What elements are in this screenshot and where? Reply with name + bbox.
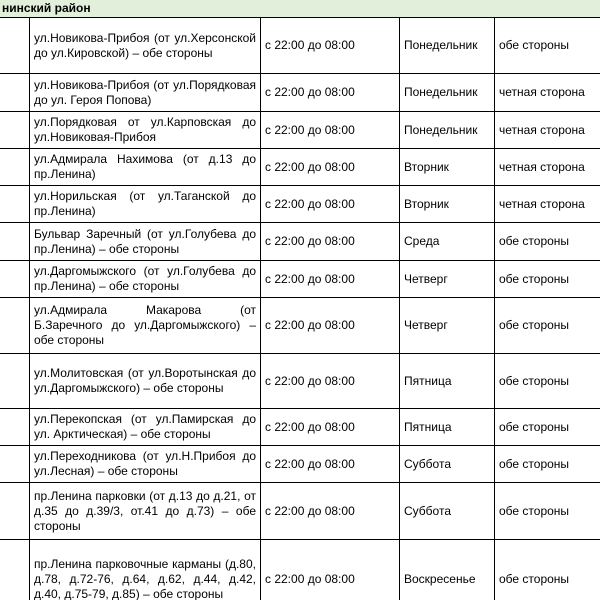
time-cell: с 22:00 до 08:00 xyxy=(261,483,400,540)
time-cell: с 22:00 до 08:00 xyxy=(261,298,400,354)
row-number-cell xyxy=(0,149,30,186)
row-number-cell xyxy=(0,409,30,446)
side-cell: обе стороны xyxy=(495,298,600,354)
time-cell: с 22:00 до 08:00 xyxy=(261,18,400,74)
time-cell: с 22:00 до 08:00 xyxy=(261,186,400,223)
row-number-cell xyxy=(0,18,30,74)
day-cell: Понедельник xyxy=(400,112,495,149)
table-row xyxy=(0,149,600,186)
day-cell: Четверг xyxy=(400,298,495,354)
row-number-cell xyxy=(0,261,30,298)
table-row xyxy=(0,540,600,600)
time-cell: с 22:00 до 08:00 xyxy=(261,409,400,446)
table-row xyxy=(0,409,600,446)
table-row xyxy=(0,354,600,409)
row-number-cell xyxy=(0,298,30,354)
side-cell: четная сторона xyxy=(495,74,600,112)
table-row xyxy=(0,446,600,483)
side-cell: четная сторона xyxy=(495,186,600,223)
street-cell: ул.Норильская (от ул.Таганской до пр.Ленина) xyxy=(30,186,261,223)
side-cell: обе стороны xyxy=(495,409,600,446)
time-cell: с 22:00 до 08:00 xyxy=(261,354,400,409)
day-cell: Четверг xyxy=(400,261,495,298)
day-cell: Понедельник xyxy=(400,74,495,112)
time-cell: с 22:00 до 08:00 xyxy=(261,261,400,298)
side-cell: обе стороны xyxy=(495,223,600,261)
day-cell: Суббота xyxy=(400,483,495,540)
side-cell: обе стороны xyxy=(495,18,600,74)
row-number-cell xyxy=(0,354,30,409)
side-cell: обе стороны xyxy=(495,540,600,600)
time-cell: с 22:00 до 08:00 xyxy=(261,223,400,261)
table-row xyxy=(0,483,600,540)
street-cell: ул.Переходникова (от ул.Н.Прибоя до ул.Лесная) – обе стороны xyxy=(30,446,261,483)
district-header: нинский район xyxy=(0,0,600,18)
day-cell: Вторник xyxy=(400,149,495,186)
table-row xyxy=(0,18,600,74)
table-row xyxy=(0,186,600,223)
row-number-cell xyxy=(0,483,30,540)
time-cell: с 22:00 до 08:00 xyxy=(261,74,400,112)
street-cell: ул.Новикова-Прибоя (от ул.Херсонской до ул.Кировской) – обе стороны xyxy=(30,18,261,74)
side-cell: обе стороны xyxy=(495,261,600,298)
day-cell: Пятница xyxy=(400,409,495,446)
street-cell: пр.Ленина парковки (от д.13 до д.21, от д.35 до д.39/3, от.41 до д.73) – обе стороны xyxy=(30,483,261,540)
side-cell: обе стороны xyxy=(495,446,600,483)
table-row xyxy=(0,261,600,298)
table-row xyxy=(0,74,600,112)
day-cell: Понедельник xyxy=(400,18,495,74)
row-number-cell xyxy=(0,112,30,149)
street-cell: пр.Ленина парковочные карманы (д.80, д.78, д.72-76, д.64, д.62, д.44, д.42, д.40, д.75-79, д.85) – обе стороны xyxy=(30,540,261,600)
side-cell: четная сторона xyxy=(495,112,600,149)
street-cell: ул.Порядковая от ул.Карповская до ул.Новиковая-Прибоя xyxy=(30,112,261,149)
row-number-cell xyxy=(0,223,30,261)
street-cell: ул.Адмирала Макарова (от Б.Заречного до ул.Даргомыжского) – обе стороны xyxy=(30,298,261,354)
row-number-cell xyxy=(0,446,30,483)
row-number-cell xyxy=(0,74,30,112)
street-cell: Бульвар Заречный (от ул.Голубева до пр.Ленина) – обе стороны xyxy=(30,223,261,261)
time-cell: с 22:00 до 08:00 xyxy=(261,540,400,600)
side-cell: четная сторона xyxy=(495,149,600,186)
time-cell: с 22:00 до 08:00 xyxy=(261,112,400,149)
day-cell: Вторник xyxy=(400,186,495,223)
row-number-cell xyxy=(0,540,30,600)
street-cell: ул.Даргомыжского (от ул.Голубева до пр.Ленина) – обе стороны xyxy=(30,261,261,298)
row-number-cell xyxy=(0,186,30,223)
side-cell: обе стороны xyxy=(495,483,600,540)
street-cell: ул.Адмирала Нахимова (от д.13 до пр.Ленина) xyxy=(30,149,261,186)
street-cell: ул.Новикова-Прибоя (от ул.Порядковая до ул. Героя Попова) xyxy=(30,74,261,112)
time-cell: с 22:00 до 08:00 xyxy=(261,446,400,483)
street-cell: ул.Перекопская (от ул.Памирская до ул. Арктическая) – обе стороны xyxy=(30,409,261,446)
table-row xyxy=(0,223,600,261)
street-cell: ул.Молитовская (от ул.Воротынская до ул.Даргомыжского) – обе стороны xyxy=(30,354,261,409)
time-cell: с 22:00 до 08:00 xyxy=(261,149,400,186)
table-row xyxy=(0,112,600,149)
table-row xyxy=(0,298,600,354)
side-cell: обе стороны xyxy=(495,354,600,409)
day-cell: Пятница xyxy=(400,354,495,409)
day-cell: Суббота xyxy=(400,446,495,483)
day-cell: Воскресенье xyxy=(400,540,495,600)
schedule-rows xyxy=(0,18,600,600)
schedule-table xyxy=(0,17,600,600)
day-cell: Среда xyxy=(400,223,495,261)
